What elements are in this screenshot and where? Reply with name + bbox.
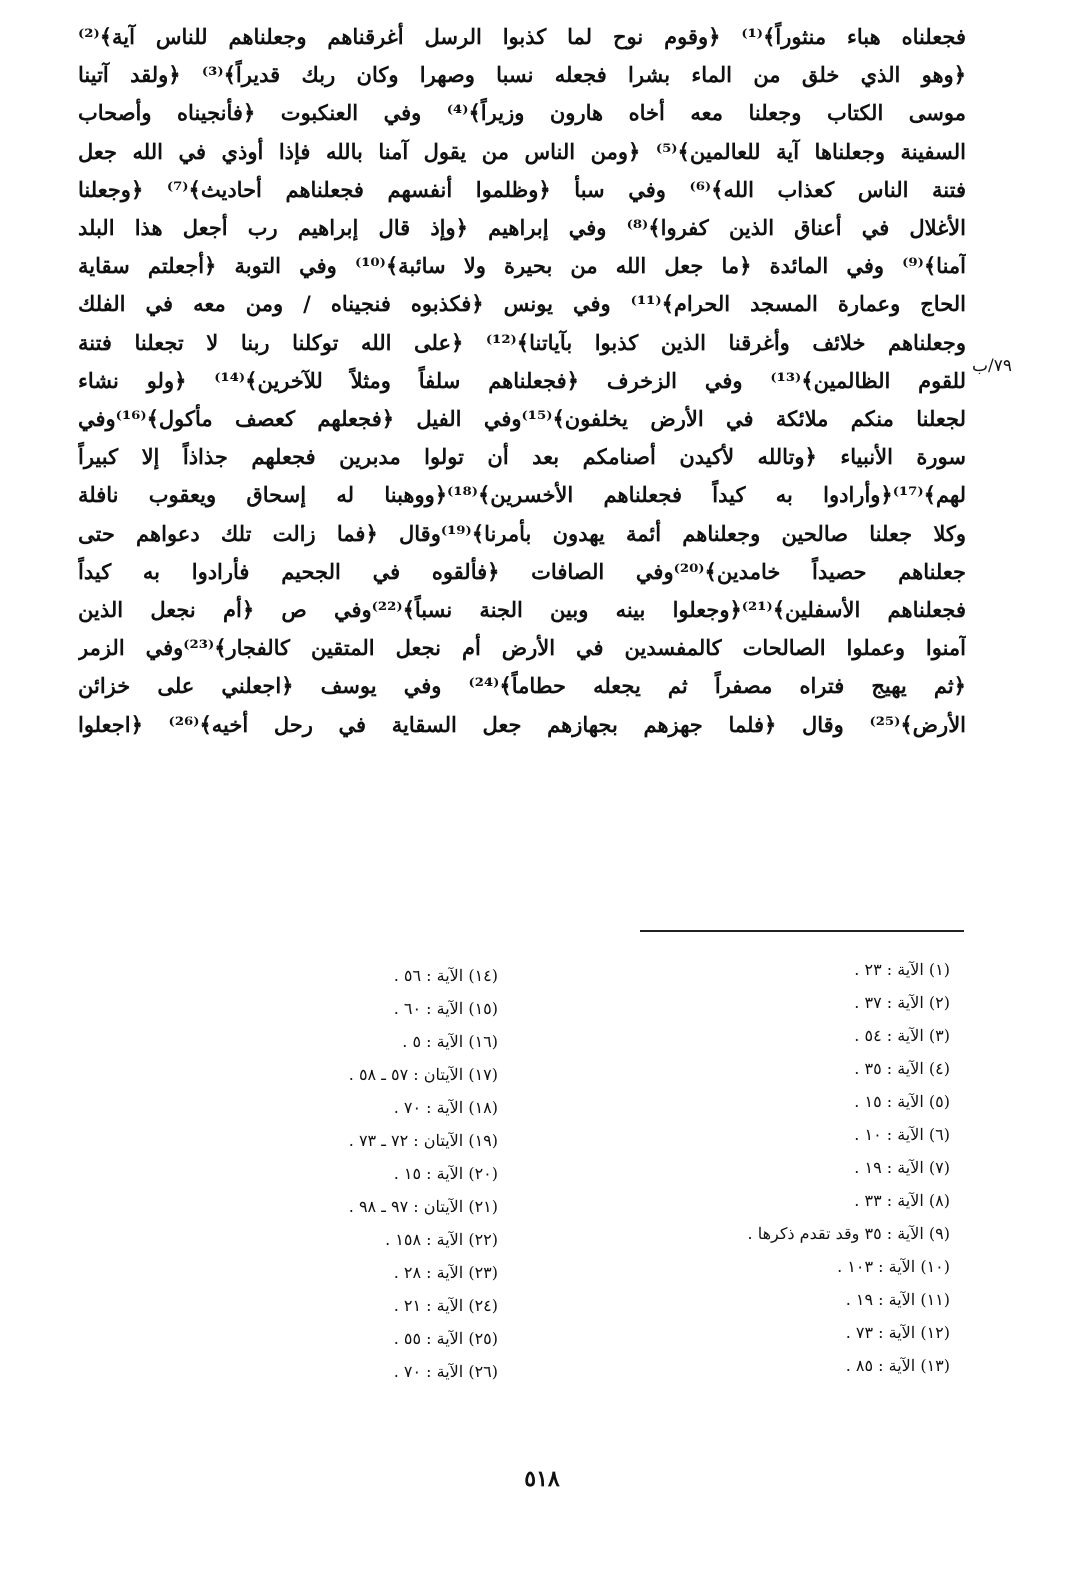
text-line: جعلناهم حصيداً خامدين﴾⁽²⁰⁾وفي الصافات ﴿فألقوه في الجحيم فأرادوا به كيداً (78, 558, 966, 584)
footnote-item: (١) الآية : ٢٣ . (854, 960, 950, 979)
footnotes-column-right (600, 953, 950, 1382)
text-line: وجعلناهم خلائف وأغرقنا الذين كذبوا بآياتنا﴾⁽¹²⁾ ﴿على الله توكلنا ربنا لا تجعلنا فتنة (78, 329, 966, 355)
footnote-item: (١٣) الآية : ٨٥ . (845, 1356, 950, 1375)
text-line: لجعلنا منكم ملائكة في الأرض يخلفون﴾⁽¹⁵⁾وفي الفيل ﴿فجعلهم كعصف مأكول﴾⁽¹⁶⁾وفي (78, 406, 966, 432)
main-text-block (78, 18, 966, 744)
page-number: ٥١٨ (524, 1466, 560, 1492)
footnote-item: (١١) الآية : ١٩ . (845, 1290, 950, 1309)
text-line: لهم﴾⁽¹⁷⁾﴿وأرادوا به كيداً فجعلناهم الأخسرين﴾⁽¹⁸⁾﴿ووهبنا له إسحاق ويعقوب نافلة (78, 482, 966, 508)
text-line: آمنا﴾⁽⁹⁾ وفي المائدة ﴿ما جعل الله من بحيرة ولا سائبة﴾⁽¹⁰⁾ وفي التوبة ﴿أجعلتم سقاية (78, 253, 966, 279)
footnote-item: (٧) الآية : ١٩ . (854, 1158, 950, 1177)
footnote-item: (١٤) الآية : ٥٦ . (393, 966, 498, 985)
text-line: فجعلناه هباء منثوراً﴾⁽¹⁾ ﴿وقوم نوح لما كذبوا الرسل أغرقناهم وجعلناهم للناس آية﴾⁽²⁾ (78, 24, 966, 49)
footnote-item: (١٠) الآية : ١٠٣ . (837, 1257, 950, 1276)
footnote-item: (٦) الآية : ١٠ . (854, 1125, 950, 1144)
footnote-item: (٢٠) الآية : ١٥ . (393, 1164, 498, 1183)
text-line: فجعلناهم الأسفلين﴾⁽²¹⁾﴿وجعلوا بينه وبين الجنة نسباً﴾⁽²²⁾وفي ص ﴿أم نجعل الذين (78, 597, 966, 623)
footnote-item: (٢٤) الآية : ٢١ . (393, 1296, 498, 1315)
text-line: آمنوا وعملوا الصالحات كالمفسدين في الأرض أم نجعل المتقين كالفجار﴾⁽²³⁾وفي الزمر (78, 635, 966, 661)
footnote-item: (١٦) الآية : ٥ . (402, 1032, 498, 1051)
text-line: وكلا جعلنا صالحين وجعلناهم أئمة يهدون بأمرنا﴾⁽¹⁹⁾وقال ﴿فما زالت تلك دعواهم حتى (78, 520, 966, 546)
footnotes-column-left (150, 959, 498, 1388)
text-line: ﴿ثم يهيج فتراه مصفراً ثم يجعله حطاماً﴾⁽²⁴⁾ وفي يوسف ﴿اجعلني على خزائن (78, 673, 966, 699)
footnote-item: (١٥) الآية : ٦٠ . (393, 999, 498, 1018)
text-line: موسى الكتاب وجعلنا معه أخاه هارون وزيراً﴾⁽⁴⁾ وفي العنكبوت ﴿فأنجيناه وأصحاب (78, 100, 966, 126)
footnote-item: (٣) الآية : ٥٤ . (854, 1026, 950, 1045)
text-line: السفينة وجعلناها آية للعالمين﴾⁽⁵⁾ ﴿ومن الناس من يقول آمنا بالله فإذا أوذي في الله جعل (78, 138, 966, 164)
text-line: ﴿وهو الذي خلق من الماء بشرا فجعله نسبا وصهرا وكان ربك قديراً﴾⁽³⁾ ﴿ولقد آتينا (78, 62, 966, 88)
footnote-item: (١٩) الآيتان : ٧٢ ـ ٧٣ . (348, 1131, 498, 1150)
footnote-divider (640, 930, 964, 932)
footnote-item: (٤) الآية : ٣٥ . (854, 1059, 950, 1078)
footnote-item: (٢٣) الآية : ٢٨ . (393, 1263, 498, 1282)
footnote-item: (٩) الآية : ٣٥ وقد تقدم ذكرها . (747, 1224, 950, 1243)
footnote-item: (١٨) الآية : ٧٠ . (393, 1098, 498, 1117)
footnote-item: (٥) الآية : ١٥ . (854, 1092, 950, 1111)
manuscript-folio-note: ٧٩/ب (972, 356, 1012, 376)
text-line: فتنة الناس كعذاب الله﴾⁽⁶⁾ وفي سبأ ﴿وظلموا أنفسهم فجعلناهم أحاديث﴾⁽⁷⁾ ﴿وجعلنا (78, 176, 966, 202)
text-line: الحاج وعمارة المسجد الحرام﴾⁽¹¹⁾ وفي يونس ﴿فكذبوه فنجيناه / ومن معه في الفلك (78, 291, 966, 317)
footnote-item: (١٧) الآيتان : ٥٧ ـ ٥٨ . (348, 1065, 498, 1084)
text-line: للقوم الظالمين﴾⁽¹³⁾ وفي الزخرف ﴿فجعلناهم سلفاً ومثلاً للآخرين﴾⁽¹⁴⁾ ﴿ولو نشاء (78, 367, 966, 393)
footnote-item: (٢) الآية : ٣٧ . (854, 993, 950, 1012)
footnote-item: (٨) الآية : ٣٣ . (854, 1191, 950, 1210)
footnote-item: (٢٥) الآية : ٥٥ . (393, 1329, 498, 1348)
footnote-item: (٢١) الآيتان : ٩٧ ـ ٩٨ . (348, 1197, 498, 1216)
text-line: الأغلال في أعناق الذين كفروا﴾⁽⁸⁾ وفي إبراهيم ﴿وإذ قال إبراهيم رب أجعل هذا البلد (78, 215, 966, 241)
text-line: سورة الأنبياء ﴿وتالله لأكيدن أصنامكم بعد أن تولوا مدبرين فجعلهم جذاذاً إلا كبيراً (78, 444, 966, 470)
text-line: الأرض﴾⁽²⁵⁾ وقال ﴿فلما جهزهم بجهازهم جعل السقاية في رحل أخيه﴾⁽²⁶⁾ ﴿اجعلوا (78, 711, 966, 737)
footnote-item: (٢٦) الآية : ٧٠ . (393, 1362, 498, 1381)
footnote-item: (١٢) الآية : ٧٣ . (845, 1323, 950, 1342)
footnote-item: (٢٢) الآية : ١٥٨ . (385, 1230, 498, 1249)
